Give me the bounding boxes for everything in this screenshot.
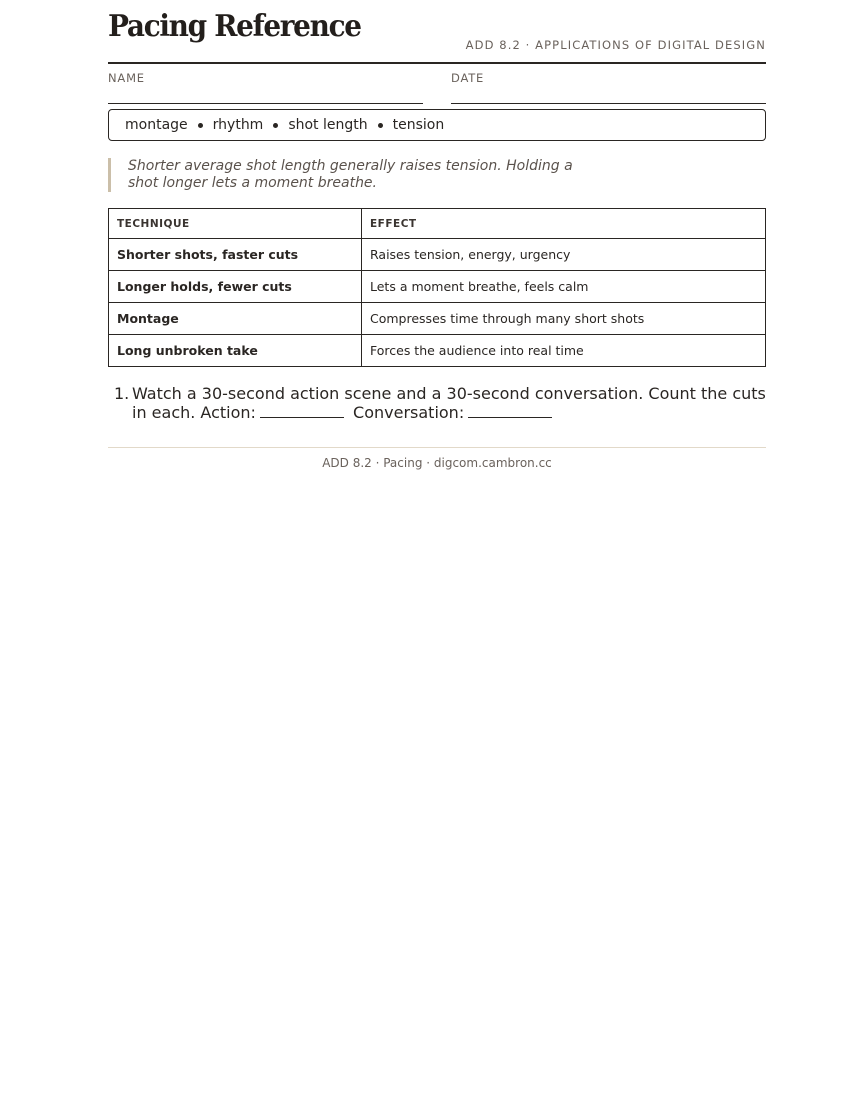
name-field[interactable] [108, 64, 423, 104]
column-header-effect: EFFECT [362, 209, 766, 239]
table-row [109, 239, 766, 271]
term-rhythm: rhythm [212, 117, 264, 133]
pacing-table [108, 208, 766, 367]
technique-cell: Long unbroken take [109, 335, 362, 367]
key-terms-box [108, 109, 766, 141]
term-shot-length: shot length [288, 117, 368, 133]
question-text-part-2: Conversation: [353, 403, 465, 422]
question-text [108, 384, 766, 422]
term-tension: tension [392, 117, 445, 133]
bullet-icon [378, 123, 383, 128]
action-answer-blank[interactable] [260, 403, 344, 418]
course-label: ADD 8.2 · APPLICATIONS OF DIGITAL DESIGN [465, 38, 766, 52]
date-label: DATE [451, 71, 485, 85]
question-number: 1. [114, 384, 130, 403]
technique-cell: Longer holds, fewer cuts [109, 271, 362, 303]
column-header-technique: TECHNIQUE [109, 209, 362, 239]
name-label: NAME [108, 71, 145, 85]
conversation-answer-blank[interactable] [468, 403, 552, 418]
table-row [109, 271, 766, 303]
bullet-icon [273, 123, 278, 128]
effect-cell: Forces the audience into real time [362, 335, 766, 367]
page-title: Pacing Reference [108, 9, 361, 44]
effect-cell: Lets a moment breathe, feels calm [362, 271, 766, 303]
date-field[interactable] [451, 64, 766, 104]
term-montage: montage [125, 117, 188, 133]
technique-cell: Montage [109, 303, 362, 335]
effect-cell: Raises tension, energy, urgency [362, 239, 766, 271]
question-text-part-1: Watch a 30-second action scene and a 30-second conversation. Count the cuts in each. Action: [132, 384, 766, 422]
student-fields [108, 64, 766, 104]
worksheet [108, 0, 766, 470]
question-1 [108, 384, 766, 422]
table-row [109, 335, 766, 367]
table-header-row [109, 209, 766, 239]
page-footer: ADD 8.2 · Pacing · digcom.cambron.cc [108, 447, 766, 470]
note-line-1: Shorter average shot length generally raises tension. Holding a [128, 158, 573, 174]
table-row [109, 303, 766, 335]
note-line-2: shot longer lets a moment breathe. [128, 175, 377, 191]
effect-cell: Compresses time through many short shots [362, 303, 766, 335]
technique-cell: Shorter shots, faster cuts [109, 239, 362, 271]
callout-note [108, 158, 608, 192]
bullet-icon [198, 123, 203, 128]
header [108, 0, 766, 64]
